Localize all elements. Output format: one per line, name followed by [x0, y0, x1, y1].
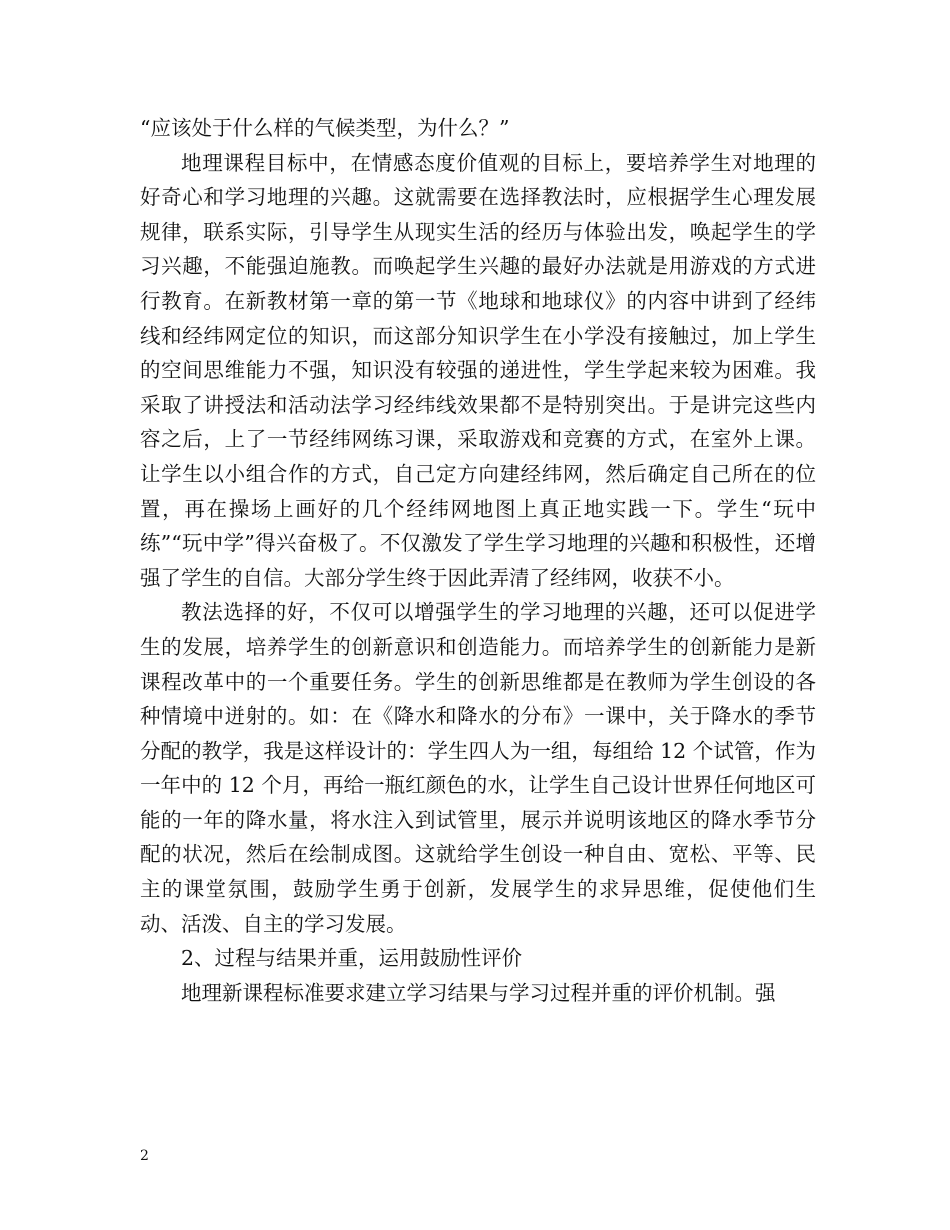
document-body — [140, 111, 816, 1010]
page-number: 2 — [140, 1148, 149, 1164]
paragraph-innovation: 教法选择的好，不仅可以增强学生的学习地理的兴趣，还可以促进学生的发展，培养学生的创新意识和创造能力。而培养学生的创新能力是新课程改革中的一个重要任务。学生的创新思维都是在教师为学生创设的各种情境中迸射的。如：在《降水和降水的分布》一课中，关于降水的季节分配的教学，我是这样设计的：学生四人为一组，每组给 12 个试管，作为一年中的 12 个月，再给一瓶红颜色的水，让学生自己设计世界任何地区可能的一年的降水量，将水注入到试管里，展示并说明该地区的降水季节分配的状况，然后在绘制成图。这就给学生创设一种自由、宽松、平等、民主的课堂氛围，鼓励学生勇于创新，发展学生的求异思维，促使他们生动、活泼、自主的学习发展。 — [140, 600, 816, 936]
paragraph-quote-continuation: “应该处于什么样的气候类型，为什么？” — [140, 116, 510, 140]
paragraph-evaluation-mechanism: 地理新课程标准要求建立学习结果与学习过程并重的评价机制。强 — [181, 980, 776, 1005]
section-heading-evaluation: 2、过程与结果并重，运用鼓励性评价 — [181, 946, 523, 971]
paragraph-interest-games: 地理课程目标中，在情感态度价值观的目标上，要培养学生对地理的好奇心和学习地理的兴趣。这就需要在选择教法时，应根据学生心理发展规律，联系实际，引导学生从现实生活的经历与体验出发，唤起学生的学习兴趣，不能强迫施教。而唤起学生兴趣的最好办法就是用游戏的方式进行教育。在新教材第一章的第一节《地球和地球仪》的内容中讲到了经纬线和经纬网定位的知识，而这部分知识学生在小学没有接触过，加上学生的空间思维能力不强，知识没有较强的递进性，学生学起来较为困难。我采取了讲授法和活动法学习经纬线效果都不是特别突出。于是讲完这些内容之后，上了一节经纬网练习课，采取游戏和竞赛的方式，在室外上课。让学生以小组合作的方式，自己定方向建经纬网，然后确定自己所在的位置，再在操场上画好的几个经纬网地图上真正地实践一下。学生“玩中练”“玩中学”得兴奋极了。不仅激发了学生学习地理的兴趣和积极性，还增强了学生的自信。大部分学生终于因此弄清了经纬网，收获不小。 — [140, 150, 816, 590]
